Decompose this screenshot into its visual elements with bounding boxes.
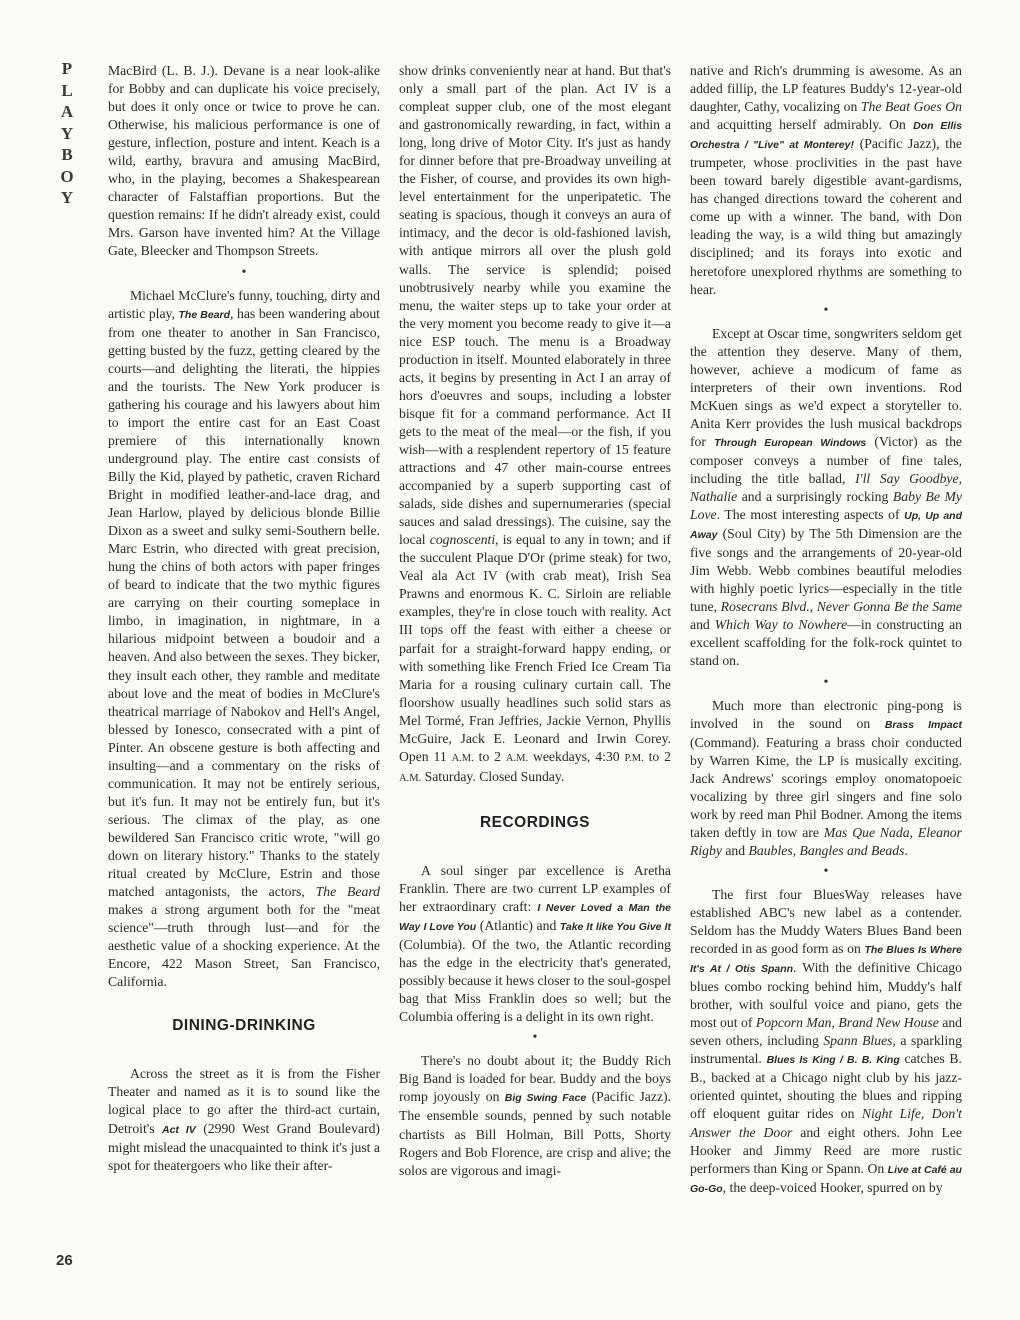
italic-title: Popcorn Man, Brand New House <box>755 1015 939 1031</box>
title-reference: Big Swing Face <box>504 1092 587 1105</box>
section-heading-dining: DINING-DRINKING <box>172 1017 316 1035</box>
title-reference: Through European Windows <box>714 436 867 449</box>
title-reference: The Blues Is Where It's At / Otis Spann <box>690 944 962 976</box>
masthead-letter: Y <box>60 188 74 207</box>
column-middle <box>399 62 671 1180</box>
italic-title: I'll Say Goodbye, Nathalie <box>690 470 963 505</box>
paragraph: show drinks conveniently near at hand. But that's only a small part of the plan. Act IV is a compleat supper club, one of the most elegant and gastronomically rewarding, in fact, within a long, long drive of Motor City. It's just as handy for dinner before that pre-Broadway unveiling at the Fisher, of course, and provides its own high-level entertainment for the unperipatetic. The seating is spacious, though it conveys an aura of intimacy, and the decor is old-fashioned lavish, with antique mirrors all over the plush gold walls. The service is splendid; poised unobtrusively nearby while you examine the menu, the waiter steps up to take your order at the very moment you become ready to give it—a nice ESP touch. The menu is a Broadway production in itself. Mounted elaborately in three acts, it begins by presenting in Act I an array of hors d'oeuvres and soups, including a lobster bisque fit for a command performance. Act II gets to the meat of the meal—or the fish, if you wish—with a resplendent repertory of 15 feature attractions and 47 other main-course entrees accompanied by a superb supporting cast of salads, side dishes and supernumeraries (special sauces and salad dressings). The cuisine, say the local cognoscenti, is equal to any in town; and if the succulent Plaque D'Or (prime steak) for two, Veal ala Act IV (with crab meat), Irish Sea Prawns and enormous K. C. Sirloin are reliable examples, they're in close touch with reality. Act III tops off the feast with either a cheese or parfait for a straight-forward happy ending, or with something like French Fried Ice Cream Tia Maria for a rousing culinary curtain call. The floorshow usually headlines such solid stars as Mel Tormé, Fran Jeffries, Jackie Vernon, Phyllis McGuire, Jack E. Leonard and Irwin Corey. Open 11 A.M. to 2 A.M. weekdays, 4:30 P.M. to 2 A.M. Saturday. Closed Sunday. <box>399 63 671 784</box>
italic-title: Mas Que Nada, Eleanor Rigby <box>690 824 962 858</box>
italic-title: Spann Blues <box>823 1033 893 1049</box>
italic-title: Night Life, Don't Answer the Door <box>690 1106 962 1140</box>
paragraph: Michael McClure's funny, touching, dirty and artistic play, The Beard, has been wandering about from one theater to another in San Francisco, getting busted by the fuzz, getting cleared by the courts—and delighting the literati, the hippies and the tourists. The New York producer is gathering his courage and his lawyers about him to import the entire cast for an East Coast premiere of this internationally known underground play. The entire cast consists of Billy the Kid, played by pathetic, craven Richard Bright in modified leather-and-lace drag, and Jean Harlow, played by delicious blonde Billie Dixon as a sweet and sulky semi-Southern belle. Marc Estrin, who directed with great precision, hung the chins of both actors with paper fringes of beard to indicate that the two mythic figures are carrying on their courting someplace in limbo, in imagination, in nightmare, in a hilarious midpoint between a boudoir and a heaven. And also between the sexes. They bicker, they insult each other, they ramble and meditate about love and the meat of bodies in McClure's theatrical marriage of Nabokov and Hell's Angel, blessed by Ionesco, consecrated with a pint of Pinter. An obscene gesture is both affecting and insulting—and a commentary on the risks of communication. It may not be entirely serious, but it's fun. It may not be entirely fun, but it's serious. The climax of the play, as one bewildered San Francisco critic wrote, "will go down on literary history." Thanks to the stately ritual created by McClure, Estrin and those matched antagonists, the actors, The Beard makes a strong argument both for the "meat science"—truth through lust—and for the aesthetic value of a shocking experience. At the Encore, 422 Mason Street, San Francisco, California. <box>108 287 380 990</box>
paragraph: Much more than electronic ping-pong is involved in the sound on Brass Impact (Command). Featuring a brass choir conducted by Warren Kime, the LP is musically exciting. Jack Andrews' scorings employ onomatopoeic vocalizing by three girl singers and fine solo work by reed man Phil Bodner. Among the items taken deftly in tow are Mas Que Nada, Eleanor Rigby and Baubles, Bangles and Beads. <box>690 697 962 858</box>
paragraph: Across the street as it is from the Fisher Theater and named as it is to sound like the logical place to go after the third-act curtain, Detroit's Act IV (2990 West Grand Boulevard) might mislead the unacquainted to think it's just a spot for theatergoers who like their after- <box>108 1066 380 1173</box>
time-abbrev: A.M. <box>505 752 529 764</box>
column-right <box>690 62 962 1198</box>
title-reference: Take It like You Give It <box>559 921 671 934</box>
column-left <box>108 62 380 1175</box>
title-reference: Brass Impact <box>884 718 962 731</box>
separator-dot: • <box>823 674 829 690</box>
masthead-letter: O <box>60 166 74 186</box>
separator-dot: • <box>532 1030 538 1046</box>
separator-dot: • <box>241 264 247 280</box>
masthead-letter: L <box>61 80 73 100</box>
time-abbrev: P.M. <box>624 752 644 764</box>
italic-title: Baby Be My Love <box>690 489 962 523</box>
title-reference: The Beard <box>178 308 230 321</box>
title-reference: Blues Is King / B. B. King <box>766 1054 900 1067</box>
italic-title: Baubles, Bangles and Beads <box>748 842 905 858</box>
italic-title: The Beat Goes On <box>860 99 962 115</box>
title-reference: I Never Loved a Man the Way I Love You <box>399 902 672 934</box>
masthead-letter: Y <box>60 123 74 143</box>
paragraph: There's no doubt about it; the Buddy Rich Big Band is loaded for bear. Buddy and the boys romp joyously on Big Swing Face (Pacific Jazz). The ensemble sounds, penned by such notable chartists as Bill Holman, Bill Potts, Shorty Rogers and Bob Florence, are crisp and alive; the solos are vigorous and imagi- <box>399 1053 671 1178</box>
title-reference: Act IV <box>162 1123 196 1136</box>
masthead-letter: B <box>61 145 73 164</box>
paragraph: The first four BluesWay releases have established ABC's new label as a contender. Seldom has the Muddy Waters Blues Band been recorded in as good form as on The Blues Is Where It's At / Otis Spann. With the definitive Chicago blues combo rocking behind him, Muddy's half brother, with soulful voice and piano, gets the most out of Popcorn Man, Brand New House and seven others, including Spann Blues, a sparkling instrumental. Blues Is King / B. B. King catches B. B., backed at a Chicago night club by his jazz-oriented quintet, shouting the blues and ripping off eloquent guitar rides on Night Life, Don't Answer the Door and eight others. John Lee Hooker and Jimmy Reed are more rustic performers than King or Spann. On Live at Café au Go-Go, the deep-voiced Hooker, spurred on by <box>690 886 963 1195</box>
section-heading-recordings: RECORDINGS <box>479 813 591 831</box>
italic-title: The Beard <box>315 884 380 900</box>
italic-title: Which Way to Nowhere <box>714 617 848 633</box>
magazine-masthead <box>52 58 82 209</box>
page-number: 26 <box>56 1252 73 1269</box>
title-reference: Don Ellis Orchestra / "Live" at Monterey! <box>690 120 962 152</box>
separator-dot: • <box>823 863 829 879</box>
masthead-letter: P <box>61 59 73 78</box>
time-abbrev: A.M. <box>399 772 422 784</box>
title-reference: Live at Café au Go-Go <box>690 1163 962 1195</box>
title-reference: Up, Up and Away <box>690 510 962 542</box>
italic-title: Rosecrans Blvd., Never Gonna Be the Same <box>720 599 962 615</box>
masthead-letter: A <box>60 102 74 121</box>
separator-dot: • <box>823 302 829 318</box>
time-abbrev: A.M. <box>451 752 474 764</box>
italic-title: cognoscenti <box>429 532 496 548</box>
paragraph: MacBird (L. B. J.). Devane is a near look-alike for Bobby and can duplicate his voice precisely, but does it only once or twice to prove he can. Otherwise, his malicious performance is one of gesture, inflection, posture and intent. Keach is a wild, earthy, bravura and amusing MacBird, who, in the playing, becomes a Shakespearean character of Falstaffian proportions. But the question remains: If he didn't already exist, could Mrs. Garson have invented him? At the Village Gate, Bleecker and Thompson Streets. <box>108 63 380 259</box>
paragraph: native and Rich's drumming is awesome. As an added fillip, the LP features Buddy's 12-year-old daughter, Cathy, vocalizing on The Beat Goes On and acquitting herself admirably. On Don Ellis Orchestra / "Live" at Monterey! (Pacific Jazz), the trumpeter, whose proclivities in the past have been toward barely digestible avant-gardisms, has changed directions toward the coherent and come up with a winner. The band, with Don leading the way, is a wild thing but amazingly disciplined; and its forays into exotic and heretofore unexplored rhythms are something to hear. <box>690 63 962 297</box>
paragraph: Except at Oscar time, songwriters seldom get the attention they deserve. Many of them, however, achieve a modicum of fame as interpreters of their own inventions. Rod McKuen sings as we'd expect a storyteller to. Anita Kerr provides the lush musical backdrops for Through European Windows (Victor) as the composer conveys a number of fine tales, including the title ballad, I'll Say Goodbye, Nathalie and a surprisingly rocking Baby Be My Love. The most interesting aspects of Up, Up and Away (Soul City) by The 5th Dimension are the five songs and the arrangements of 20-year-old Jim Webb. Webb combines beautiful melodies with highly poetic lyrics—especially in the title tune, Rosecrans Blvd., Never Gonna Be the Same and Which Way to Nowhere—in constructing an excellent scaffolding for the folk-rock quintet to stand on. <box>690 325 963 669</box>
paragraph: A soul singer par excellence is Aretha Franklin. There are two current LP examples of her extraordinary craft: I Never Loved a Man the Way I Love You (Atlantic) and Take It like You Give It (Columbia). Of the two, the Atlantic recording has the edge in the electricity that's generated, possibly because it hews closer to the soul-gospel bag that Miss Franklin does so well; but the Columbia offering is a delight in its own right. <box>399 862 672 1025</box>
